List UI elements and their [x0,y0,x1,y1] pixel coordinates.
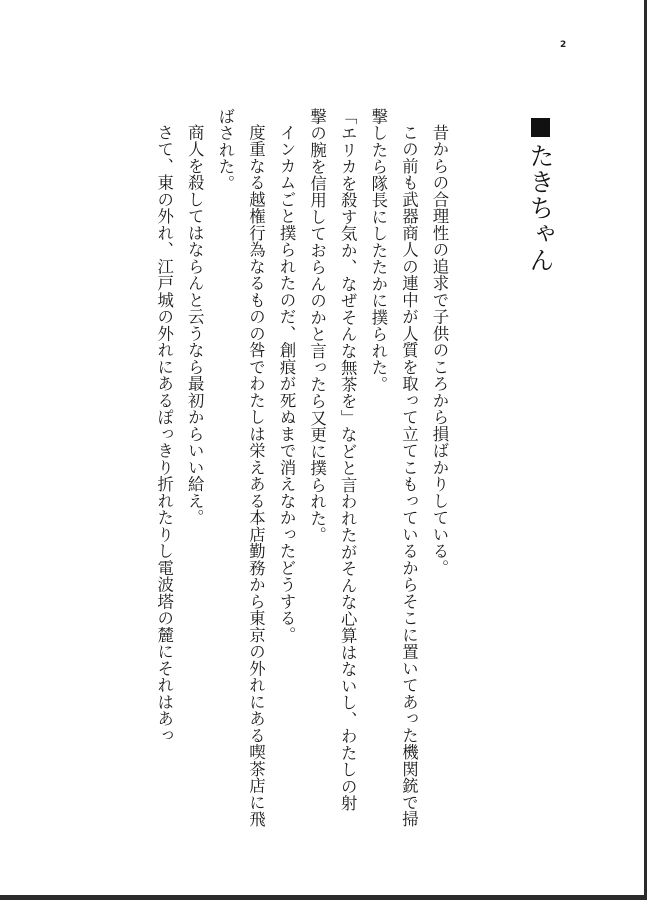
paragraph: 昔からの合理性の追求で子供のころから損ばかりしている。 [430,124,449,577]
page-edge-bottom [0,895,647,900]
paragraph: インカムごと撲られたのだ、創痕が死ぬまで消えなかったどうする。 [277,124,297,644]
paragraph: この前も武器商人の連中が人質を取って立てこもっているからそこに置いてあった機関銃で掃撃したら隊長にしたたかに撲られた。 [368,108,419,828]
body-text [148,108,454,828]
chapter-heading [528,118,553,273]
page-number: 2 [560,40,567,50]
heading-square-mark [531,118,550,137]
chapter-title: たきちゃん [526,143,555,273]
paragraph: 度重なる越権行為なるものの咎でわたしは栄えある本店勤務から東京の外れにある喫茶店に飛ばされた。 [215,108,266,828]
paragraph: 商人を殺してはならんと云うなら最初からいい給え。 [185,124,205,527]
paragraph: 「エリカを殺す気か、なぜそんな無茶を」などと言われたがそんな心算はないし、わたしの射撃の腕を信用しておらんのかと言ったら又更に撲られた。 [307,108,358,812]
paragraph: さて、東の外れ、江戸城の外れにあるぽっきり折れたりし電波塔の麓にそれはあっ [154,124,174,745]
